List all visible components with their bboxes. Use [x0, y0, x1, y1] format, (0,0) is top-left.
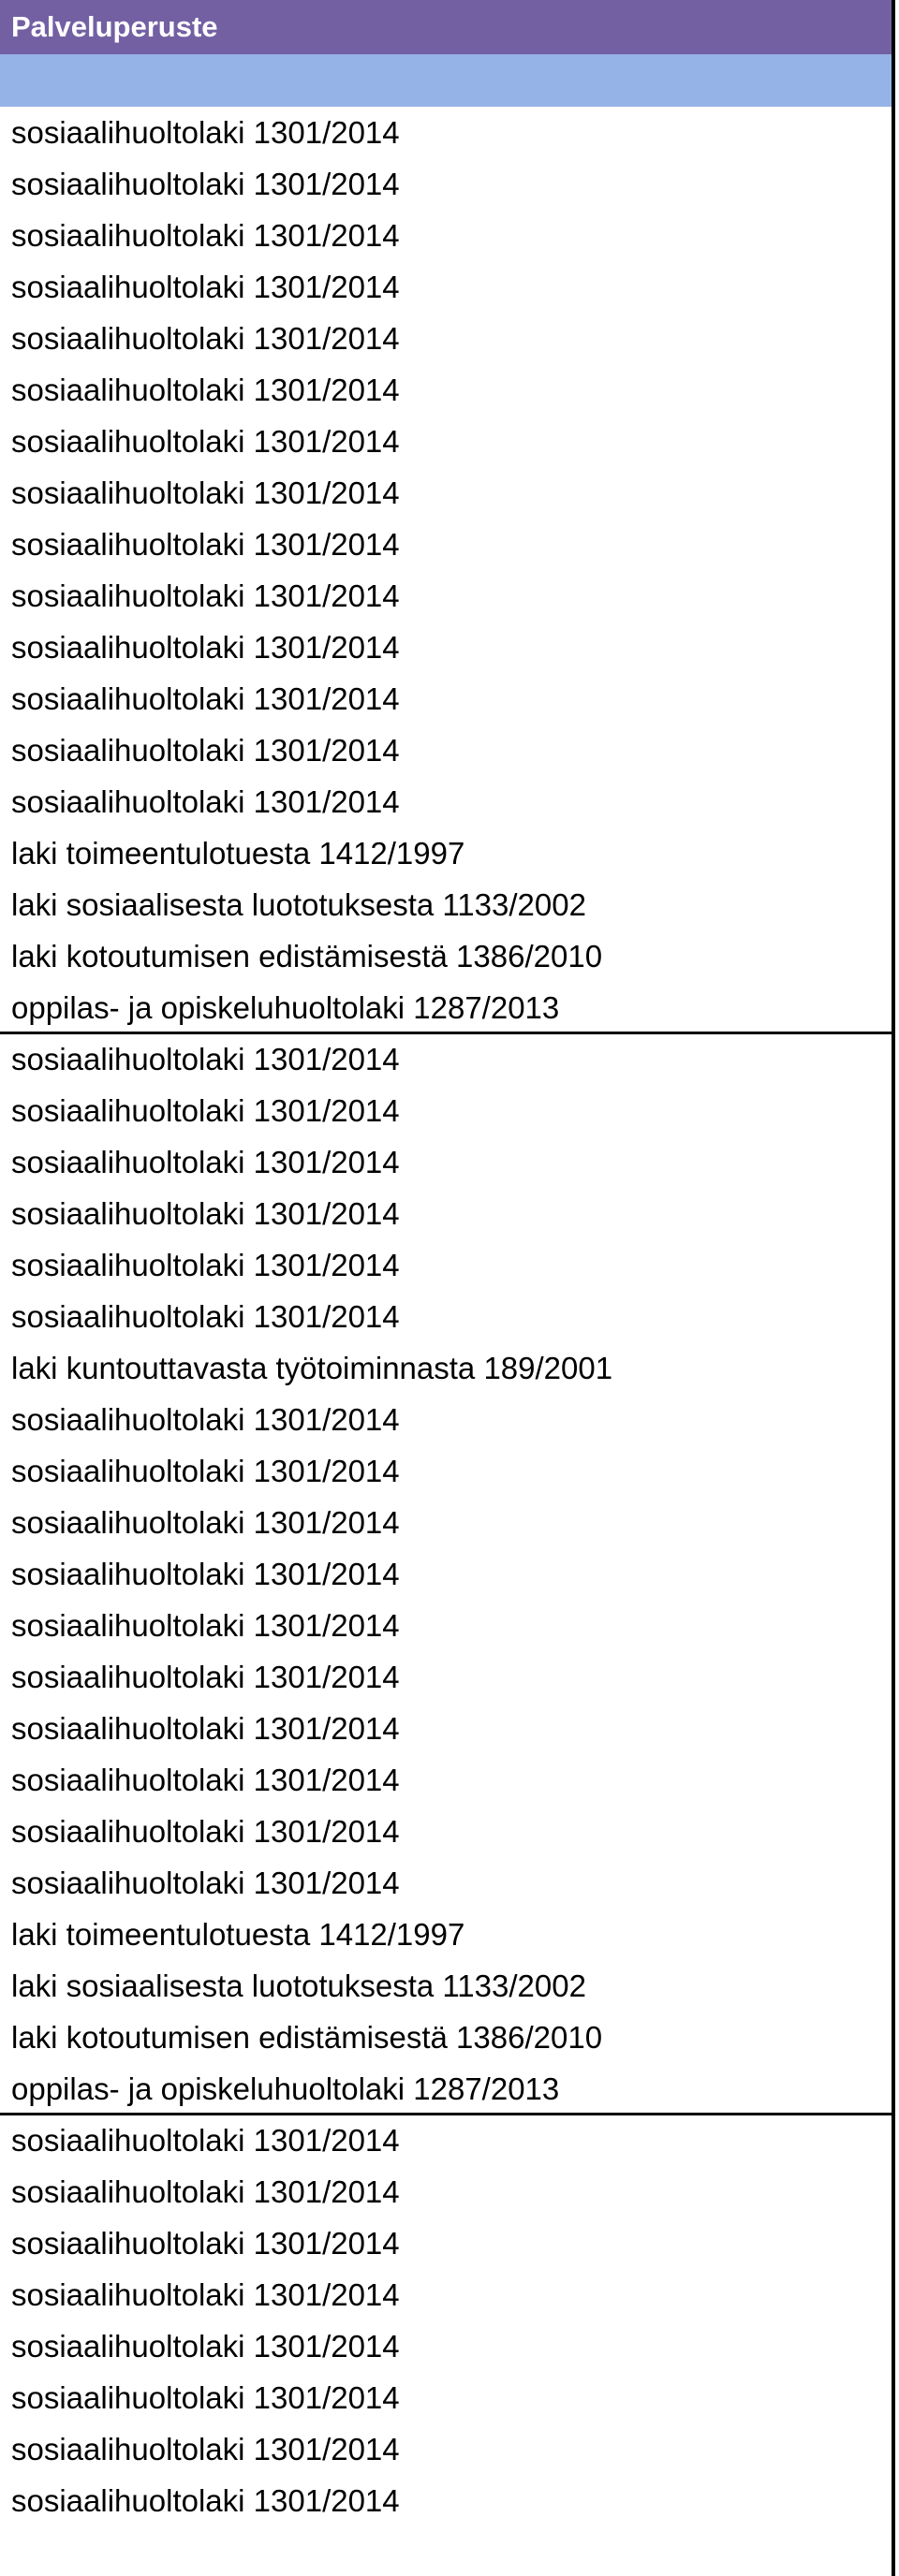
- table-row[interactable]: sosiaalihuoltolaki 1301/2014: [11, 476, 400, 510]
- data-column: [0, 107, 895, 2576]
- column-header-title: Palveluperuste: [11, 10, 218, 43]
- table-row[interactable]: oppilas- ja opiskeluhuoltolaki 1287/2013: [11, 2071, 560, 2106]
- table-row[interactable]: sosiaalihuoltolaki 1301/2014: [11, 784, 400, 819]
- table-row[interactable]: laki kotoutumisen edistämisestä 1386/2010: [11, 2020, 603, 2055]
- table-row[interactable]: sosiaalihuoltolaki 1301/2014: [11, 2432, 400, 2466]
- table-row[interactable]: sosiaalihuoltolaki 1301/2014: [11, 2226, 400, 2261]
- table-row[interactable]: sosiaalihuoltolaki 1301/2014: [11, 2483, 400, 2518]
- table-row[interactable]: sosiaalihuoltolaki 1301/2014: [11, 2277, 400, 2312]
- table-row[interactable]: sosiaalihuoltolaki 1301/2014: [11, 630, 400, 665]
- table-row[interactable]: sosiaalihuoltolaki 1301/2014: [11, 1711, 400, 1746]
- table-row[interactable]: laki sosiaalisesta luototuksesta 1133/2002: [11, 1969, 586, 2003]
- table-row[interactable]: sosiaalihuoltolaki 1301/2014: [11, 1093, 400, 1128]
- table-row[interactable]: sosiaalihuoltolaki 1301/2014: [11, 424, 400, 459]
- table-row[interactable]: sosiaalihuoltolaki 1301/2014: [11, 1042, 400, 1076]
- table-row[interactable]: laki toimeentulotuesta 1412/1997: [11, 1917, 465, 1952]
- table-row[interactable]: sosiaalihuoltolaki 1301/2014: [11, 1608, 400, 1643]
- table-row[interactable]: sosiaalihuoltolaki 1301/2014: [11, 270, 400, 304]
- table-row[interactable]: laki sosiaalisesta luototuksesta 1133/2002: [11, 887, 586, 922]
- table-row[interactable]: sosiaalihuoltolaki 1301/2014: [11, 218, 400, 253]
- table-row[interactable]: sosiaalihuoltolaki 1301/2014: [11, 1557, 400, 1591]
- table-row[interactable]: sosiaalihuoltolaki 1301/2014: [11, 115, 400, 150]
- table-row[interactable]: sosiaalihuoltolaki 1301/2014: [11, 1299, 400, 1334]
- table-row[interactable]: laki toimeentulotuesta 1412/1997: [11, 836, 465, 871]
- table-row[interactable]: sosiaalihuoltolaki 1301/2014: [11, 578, 400, 613]
- table-row[interactable]: sosiaalihuoltolaki 1301/2014: [11, 681, 400, 716]
- group-divider: [0, 1032, 892, 1034]
- table-row[interactable]: sosiaalihuoltolaki 1301/2014: [11, 1454, 400, 1488]
- column-subheader-cell[interactable]: [0, 54, 895, 107]
- table-row[interactable]: sosiaalihuoltolaki 1301/2014: [11, 1248, 400, 1282]
- table-row[interactable]: sosiaalihuoltolaki 1301/2014: [11, 2123, 400, 2158]
- table-row[interactable]: laki kotoutumisen edistämisestä 1386/2010: [11, 939, 603, 973]
- table-row[interactable]: oppilas- ja opiskeluhuoltolaki 1287/2013: [11, 990, 560, 1025]
- group-divider: [0, 2113, 892, 2115]
- table-row[interactable]: sosiaalihuoltolaki 1301/2014: [11, 527, 400, 562]
- table-row[interactable]: sosiaalihuoltolaki 1301/2014: [11, 1505, 400, 1540]
- table-row[interactable]: sosiaalihuoltolaki 1301/2014: [11, 1814, 400, 1849]
- table-row[interactable]: sosiaalihuoltolaki 1301/2014: [11, 733, 400, 768]
- table-row[interactable]: sosiaalihuoltolaki 1301/2014: [11, 1145, 400, 1179]
- table-row[interactable]: sosiaalihuoltolaki 1301/2014: [11, 167, 400, 201]
- table-row[interactable]: sosiaalihuoltolaki 1301/2014: [11, 2380, 400, 2415]
- table-row[interactable]: sosiaalihuoltolaki 1301/2014: [11, 321, 400, 356]
- table-row[interactable]: sosiaalihuoltolaki 1301/2014: [11, 373, 400, 407]
- table-row[interactable]: sosiaalihuoltolaki 1301/2014: [11, 1763, 400, 1797]
- table-row[interactable]: laki kuntouttavasta työtoiminnasta 189/2001: [11, 1351, 613, 1385]
- table-row[interactable]: sosiaalihuoltolaki 1301/2014: [11, 1660, 400, 1694]
- table-row[interactable]: sosiaalihuoltolaki 1301/2014: [11, 2174, 400, 2209]
- table-row[interactable]: sosiaalihuoltolaki 1301/2014: [11, 1866, 400, 1900]
- table-row[interactable]: sosiaalihuoltolaki 1301/2014: [11, 2329, 400, 2364]
- table-row[interactable]: sosiaalihuoltolaki 1301/2014: [11, 1402, 400, 1437]
- table-row[interactable]: sosiaalihuoltolaki 1301/2014: [11, 1196, 400, 1231]
- column-header-cell[interactable]: [0, 0, 895, 54]
